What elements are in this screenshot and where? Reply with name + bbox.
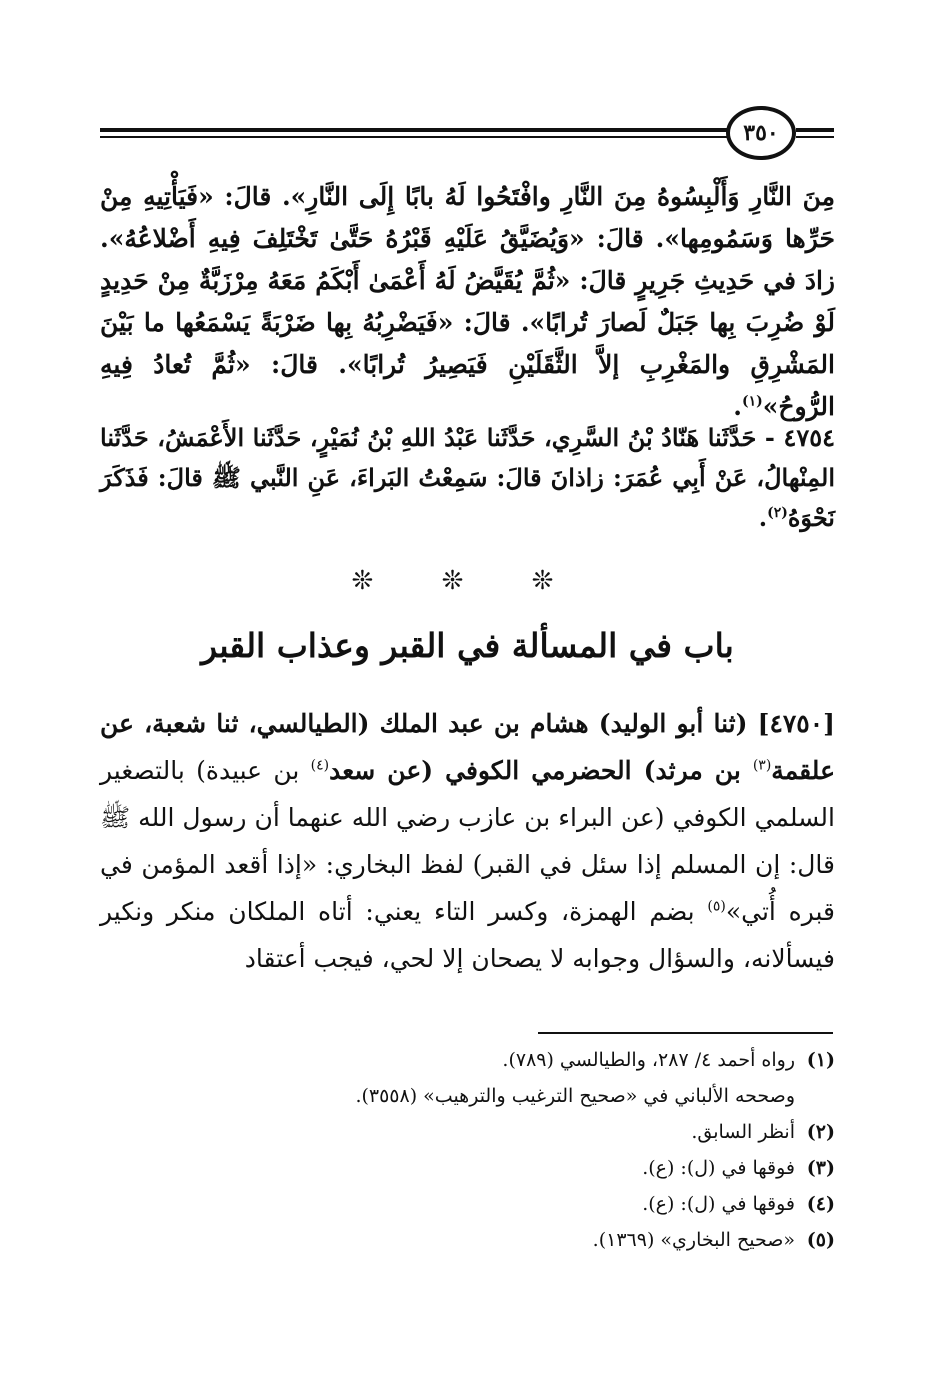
hadith-text-block: مِنَ النَّارِ وَأَلْبِسُوهُ مِنَ النَّارِ وافْتَحُوا لَهُ بابًا إِلَى النَّارِ». قالَ: «فَيَأْتِيهِ مِنْ حَرِّها وَسَمُومِها». قالَ: «وَيُضَيَّقُ عَلَيْهِ قَبْرُهُ حَتَّىٰ تَخْتَلِفَ فِيهِ أَضْلاعُهُ». زادَ في حَدِيثِ جَرِيرٍ قالَ: «ثُمَّ يُقَيَّضُ لَهُ أَعْمَىٰ أَبْكَمُ مَعَهُ مِرْزَبَّةٌ مِنْ حَدِيدٍ لَوْ ضُرِبَ بِها جَبَلٌ لَصارَ تُرابًا». قالَ: «فَيَضْرِبُهُ بِها ضَرْبَةً يَسْمَعُها ما بَيْنَ المَشْرِقِ والمَغْرِبِ إلاَّ الثَّقَلَيْنِ فَيَصِيرُ تُرابًا». قالَ: «ثُمَّ تُعادُ فِيهِ الرُّوحُ»$^{(١)}$. [100,182,835,421]
commentary-part-2: بن مرثد) الحضرمي الكوفي (عن سعد [329,756,753,785]
page-number: ٣٥٠ [743,120,779,146]
footnote-ref-1: (١) [742,393,763,410]
footnote-text: رواه أحمد ٤/ ٢٨٧، والطيالسي (٧٨٩). [502,1049,795,1071]
header-rule-thin [100,136,728,138]
footnote-item [100,1222,835,1258]
footnote-ref-3: (٣) [752,757,772,774]
footnote-number: (٣) [806,1157,835,1179]
commentary-part-4: بضم الهمزة، وكسر التاء يعني: أتاه الملكان منكر ونكير فيسألانه، والسؤال وجوابه لا يصحان إلا لحي، فيجب أعتقاد [100,897,835,973]
footnote-text: فوقها في (ل): (ع). [642,1157,795,1179]
footnote-ref-4: (٤) [310,757,330,774]
footnote-item [100,1042,835,1114]
chapter-title: باب في المسألة في القبر وعذاب القبر [201,626,734,665]
footnote-ref-2: (٢) [767,505,788,521]
commentary-part-3: بن عبيدة) بالتصغير السلمي الكوفي (عن البراء بن عازب رضي الله عنهما أن رسول الله ﷺ قال: إن المسلم إذا سئل في القبر) لفظ البخاري: «إذا أقعد المؤمن في قبره أُتي» [100,756,836,926]
footnote-continuation: وصححه الألباني في «صحيح الترغيب والترهيب» (٣٥٥٨). [355,1085,795,1107]
footnote-number: (١) [806,1049,835,1071]
footnote-item [100,1186,835,1222]
hadith-4754-text: ٤٧٥٤ - حَدَّثَنا هَنّادُ بْنُ السَّرِي، حَدَّثَنا عَبْدُ اللهِ بْنُ نُمَيْرٍ، حَدَّثَنا الأَعْمَشُ، حَدَّثَنا المِنْهالُ، عَنْ أَبِي عُمَرَ: زاذانَ قالَ: سَمِعْتُ البَراءَ، عَنِ النَّبي ﷺ قالَ: فَذَكَرَ نَحْوَهُ [100,423,835,532]
footnote-number: (٥) [806,1229,835,1251]
page-header [100,100,835,164]
hadith-4754-block: ٤٧٥٤ - حَدَّثَنا هَنّادُ بْنُ السَّرِي، حَدَّثَنا عَبْدُ اللهِ بْنُ نُمَيْرٍ، حَدَّثَنا الأَعْمَشُ، حَدَّثَنا المِنْهالُ، عَنْ أَبِي عُمَرَ: زاذانَ قالَ: سَمِعْتُ البَراءَ، عَنِ النَّبي ﷺ قالَ: فَذَكَرَ نَحْوَهُ$^{(٢)}$. [100,423,835,532]
footnote-text: «صحيح البخاري» (١٣٦٩). [592,1229,795,1251]
footnote-item [100,1150,835,1186]
footnote-text: فوقها في (ل): (ع). [642,1193,795,1215]
header-rule-thick [100,128,728,132]
footnote-ref-5: (٥) [707,898,726,915]
footnote-number: (٤) [806,1193,835,1215]
commentary-part-1: [٤٧٥٠] (ثنا أبو الوليد) هشام بن عبد الملك (الطيالسي، ثنا شعبة، عن علقمة [100,709,835,785]
section-separator: ❊ ❊ ❊ [351,566,584,596]
header-rule-right-thick [796,128,834,132]
header-rule-right-thin [796,136,834,138]
hadith-text: مِنَ النَّارِ وَأَلْبِسُوهُ مِنَ النَّارِ وافْتَحُوا لَهُ بابًا إِلَى النَّارِ». قالَ: «فَيَأْتِيهِ مِنْ حَرِّها وَسَمُومِها». قالَ: «وَيُضَيَّقُ عَلَيْهِ قَبْرُهُ حَتَّىٰ تَخْتَلِفَ فِيهِ أَضْلاعُهُ». زادَ في حَدِيثِ جَرِيرٍ قالَ: «ثُمَّ يُقَيَّضُ لَهُ أَعْمَىٰ أَبْكَمُ مَعَهُ مِرْزَبَّةٌ مِنْ حَدِيدٍ لَوْ ضُرِبَ بِها جَبَلٌ لَصارَ تُرابًا». قالَ: «فَيَضْرِبُهُ بِها ضَرْبَةً يَسْمَعُها ما بَيْنَ المَشْرِقِ والمَغْرِبِ إلاَّ الثَّقَلَيْنِ فَيَصِيرُ تُرابًا». قالَ: «ثُمَّ تُعادُ فِيهِ الرُّوحُ» [100,182,835,421]
page-number-badge [726,106,796,160]
footnotes-list [100,1042,835,1258]
footnote-divider [538,1032,833,1034]
footnote-number: (٢) [806,1121,835,1143]
footnote-text: أنظر السابق. [691,1121,795,1143]
commentary-block [100,700,835,982]
footnote-item [100,1114,835,1150]
